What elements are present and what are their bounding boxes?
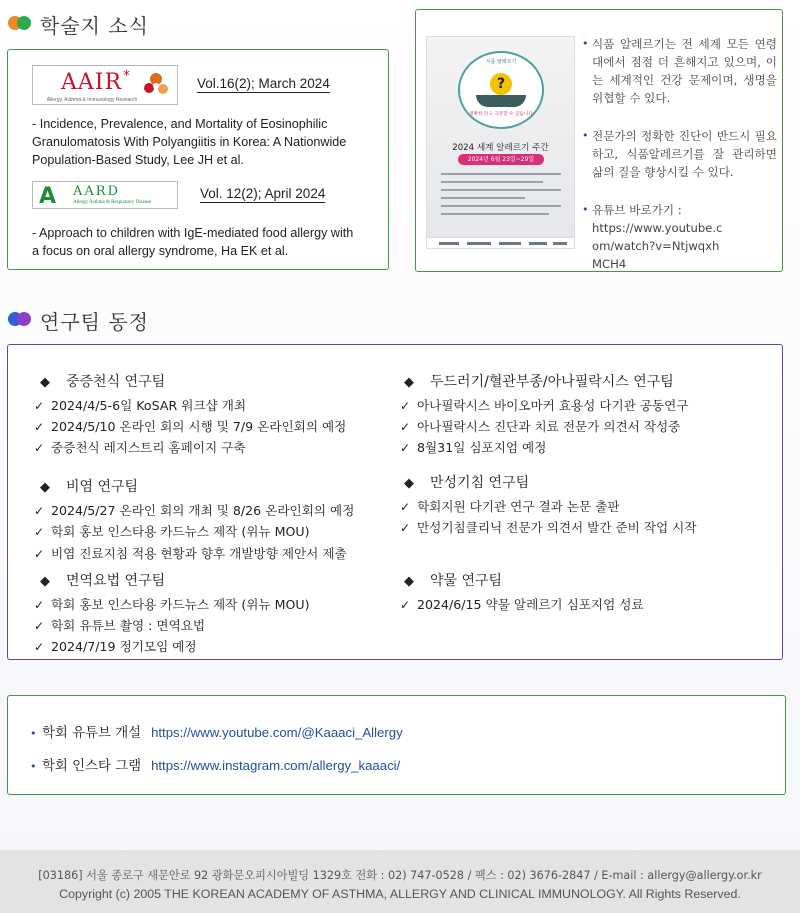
bullet-dot-icon: • <box>582 203 589 216</box>
youtube-link-label: 유튜브 바로가기 : <box>592 203 682 217</box>
team-item-text: 아나필락시스 바이오마커 효용성 다기관 공동연구 <box>417 398 689 413</box>
aard-logo-subtitle: Allergy Asthma & Respiratory Disease <box>73 200 152 205</box>
team-item-text: 학회 홍보 인스타용 카드뉴스 제작 (위뉴 MOU) <box>51 597 310 612</box>
team-item-text: 8월31일 심포지엄 예정 <box>417 440 547 455</box>
team-title <box>40 476 138 496</box>
team-item <box>34 615 205 634</box>
check-icon: ✓ <box>400 441 411 455</box>
team-name: 비염 연구팀 <box>66 479 139 495</box>
check-icon: ✓ <box>400 399 411 413</box>
bullet-dot-icon: • <box>30 727 37 740</box>
team-item <box>400 416 680 435</box>
check-icon: ✓ <box>34 504 45 518</box>
aard-logo[interactable] <box>32 181 178 209</box>
team-item <box>34 437 246 456</box>
team-item-text: 아나필락시스 진단과 치료 전문가 의견서 작성중 <box>417 419 681 434</box>
aair-logo[interactable] <box>32 65 178 105</box>
poster-sponsor-bar <box>427 237 574 248</box>
team-item <box>34 594 310 613</box>
diamond-icon: ◆ <box>404 476 414 491</box>
poster-date: 2024년 6월 23일~29일 <box>458 154 544 165</box>
team-item <box>34 636 197 655</box>
youtube-channel-link[interactable]: https://www.youtube.com/@Kaaaci_Allergy <box>151 725 403 740</box>
research-teams-box <box>7 344 783 660</box>
aair-volume-link[interactable]: Vol.16(2); March 2024 <box>197 76 330 91</box>
aard-article-line: - Approach to children with IgE-mediated food allergy with <box>32 226 354 240</box>
team-item <box>34 500 354 519</box>
youtube-channel-row <box>30 722 403 741</box>
footer-copyright: Copyright (c) 2005 THE KOREAN ACADEMY OF ASTHMA, ALLERGY AND CLINICAL IMMUNOLOGY. All Rights Reserved. <box>59 887 741 901</box>
check-icon: ✓ <box>400 500 411 514</box>
allergy-bullet <box>582 35 777 107</box>
footer-address: [03186] 서울 종로구 새문안로 92 광화문오피시아빌딩 1329호 전화 : 02) 747-0528 / 팩스 : 02) 3676-2847 / E-mail : allergy@allergy.or.kr <box>38 869 762 882</box>
aair-flower-icon <box>141 70 171 100</box>
aair-article-line: Granulomatosis With Polyangiitis in Korea: A Nationwide <box>32 135 347 149</box>
team-title <box>40 371 165 391</box>
instagram-row <box>30 755 400 774</box>
poster-circle <box>458 51 544 129</box>
allergy-bullet-text: 전문가의 정확한 진단이 반드시 필요하고, 식품알레르기를 잘 관리하면 삶의 질을 향상시킬 수 있다. <box>592 129 777 179</box>
allergy-week-box <box>415 9 783 272</box>
team-item-text: 2024/7/19 정기모임 예정 <box>51 639 197 654</box>
team-item-text: 학회지원 다기관 연구 결과 논문 출판 <box>417 499 620 514</box>
allergy-week-poster[interactable] <box>426 36 575 249</box>
check-icon: ✓ <box>400 420 411 434</box>
team-item-text: 비염 진료지침 적용 현황과 향후 개발방향 제안서 제출 <box>51 546 347 561</box>
team-item <box>400 437 546 456</box>
bullet-dot-icon: • <box>30 760 37 773</box>
youtube-channel-label: 학회 유튜브 개설 <box>42 726 142 741</box>
journal-news-box <box>7 49 389 270</box>
aair-logo-text: AAIR <box>61 70 123 95</box>
poster-circle-title: 식품 알레르기 <box>485 59 517 65</box>
check-icon: ✓ <box>34 420 45 434</box>
team-item-text: 2024/6/15 약물 알레르기 심포지엄 성료 <box>417 597 644 612</box>
aair-article-line: - Incidence, Prevalence, and Mortality of Eosinophilic <box>32 117 328 131</box>
check-icon: ✓ <box>34 619 45 633</box>
team-title <box>404 570 502 590</box>
section-title-research: 연구팀 동정 <box>40 310 149 334</box>
team-item-text: 학회 홍보 인스타용 카드뉴스 제작 (위뉴 MOU) <box>51 524 310 539</box>
diamond-icon: ◆ <box>40 574 50 589</box>
team-name: 두드러기/혈관부종/아나필락시스 연구팀 <box>430 374 674 390</box>
check-icon: ✓ <box>34 598 45 612</box>
team-name: 약물 연구팀 <box>430 573 503 589</box>
aair-logo-subtitle: Allergy, Asthma & Immunology Research <box>46 97 138 103</box>
youtube-link-url[interactable]: https://www.youtube.com/watch?v=NtjwqxhMCH4 <box>592 221 723 271</box>
instagram-link[interactable]: https://www.instagram.com/allergy_kaaaci/ <box>151 758 401 773</box>
team-item <box>400 594 644 613</box>
diamond-icon: ◆ <box>404 375 414 390</box>
aard-logo-text: AARD <box>73 184 120 199</box>
team-title <box>404 371 674 391</box>
youtube-link-block[interactable] <box>582 201 777 273</box>
allergy-bullet-text: 식품 알레르기는 전 세계 모든 연령대에서 점점 더 흔해지고 있으며, 이는 세계적인 건강 문제이며, 생명을 위협할 수 있다. <box>592 37 777 105</box>
question-icon: ? <box>490 73 512 95</box>
team-name: 면역요법 연구팀 <box>66 573 166 589</box>
poster-body-lines <box>441 173 561 221</box>
team-item <box>34 543 347 562</box>
aair-logo-star: * <box>123 68 130 84</box>
aard-logo-mark: A <box>39 184 57 209</box>
poster-circle-subtitle: 정확한 알고 극복할 수 있습니다 <box>469 112 533 117</box>
section-bullet-icon <box>8 312 32 326</box>
aard-article-line: a focus on oral allergy syndrome, Ha EK et al. <box>32 244 289 258</box>
section-bullet-icon <box>8 16 32 30</box>
team-item-text: 2024/5/10 온라인 회의 시행 및 7/9 온라인회의 예정 <box>51 419 347 434</box>
team-title <box>404 472 529 492</box>
team-name: 만성기침 연구팀 <box>430 475 530 491</box>
team-name: 중증천식 연구팀 <box>66 374 166 390</box>
team-item-text: 2024/5/27 온라인 회의 개최 및 8/26 온라인회의 예정 <box>51 503 355 518</box>
aard-article[interactable] <box>32 224 382 260</box>
team-title <box>40 570 165 590</box>
poster-title: 2024 세계 알레르기 주간 <box>452 143 549 153</box>
check-icon: ✓ <box>34 525 45 539</box>
aair-article-line: Population-Based Study, Lee JH et al. <box>32 153 244 167</box>
plate-icon <box>476 95 526 107</box>
aair-article[interactable] <box>32 115 382 169</box>
bullet-dot-icon: • <box>582 37 589 50</box>
check-icon: ✓ <box>400 521 411 535</box>
diamond-icon: ◆ <box>40 375 50 390</box>
check-icon: ✓ <box>34 399 45 413</box>
section-title-journal: 학술지 소식 <box>40 14 149 38</box>
check-icon: ✓ <box>34 441 45 455</box>
team-item <box>400 395 689 414</box>
team-item <box>34 521 310 540</box>
team-item <box>34 395 246 414</box>
team-item-text: 2024/4/5-6일 KoSAR 워크샵 개최 <box>51 398 247 413</box>
team-item-text: 만성기침클리닉 전문가 의견서 발간 준비 작업 시작 <box>417 520 697 535</box>
instagram-label: 학회 인스타 그램 <box>42 759 142 774</box>
footer <box>0 850 800 913</box>
team-item <box>400 496 620 515</box>
bullet-dot-icon: • <box>582 129 589 142</box>
team-item <box>400 517 697 536</box>
social-links-box <box>7 695 786 795</box>
diamond-icon: ◆ <box>40 480 50 495</box>
check-icon: ✓ <box>34 547 45 561</box>
aard-volume-link[interactable]: Vol. 12(2); April 2024 <box>200 186 326 201</box>
team-item-text: 중증천식 레지스트리 홈페이지 구축 <box>51 440 246 455</box>
team-item-text: 학회 유튜브 촬영 : 면역요법 <box>51 618 206 633</box>
allergy-bullet <box>582 127 777 181</box>
team-item <box>34 416 346 435</box>
check-icon: ✓ <box>34 640 45 654</box>
check-icon: ✓ <box>400 598 411 612</box>
diamond-icon: ◆ <box>404 574 414 589</box>
